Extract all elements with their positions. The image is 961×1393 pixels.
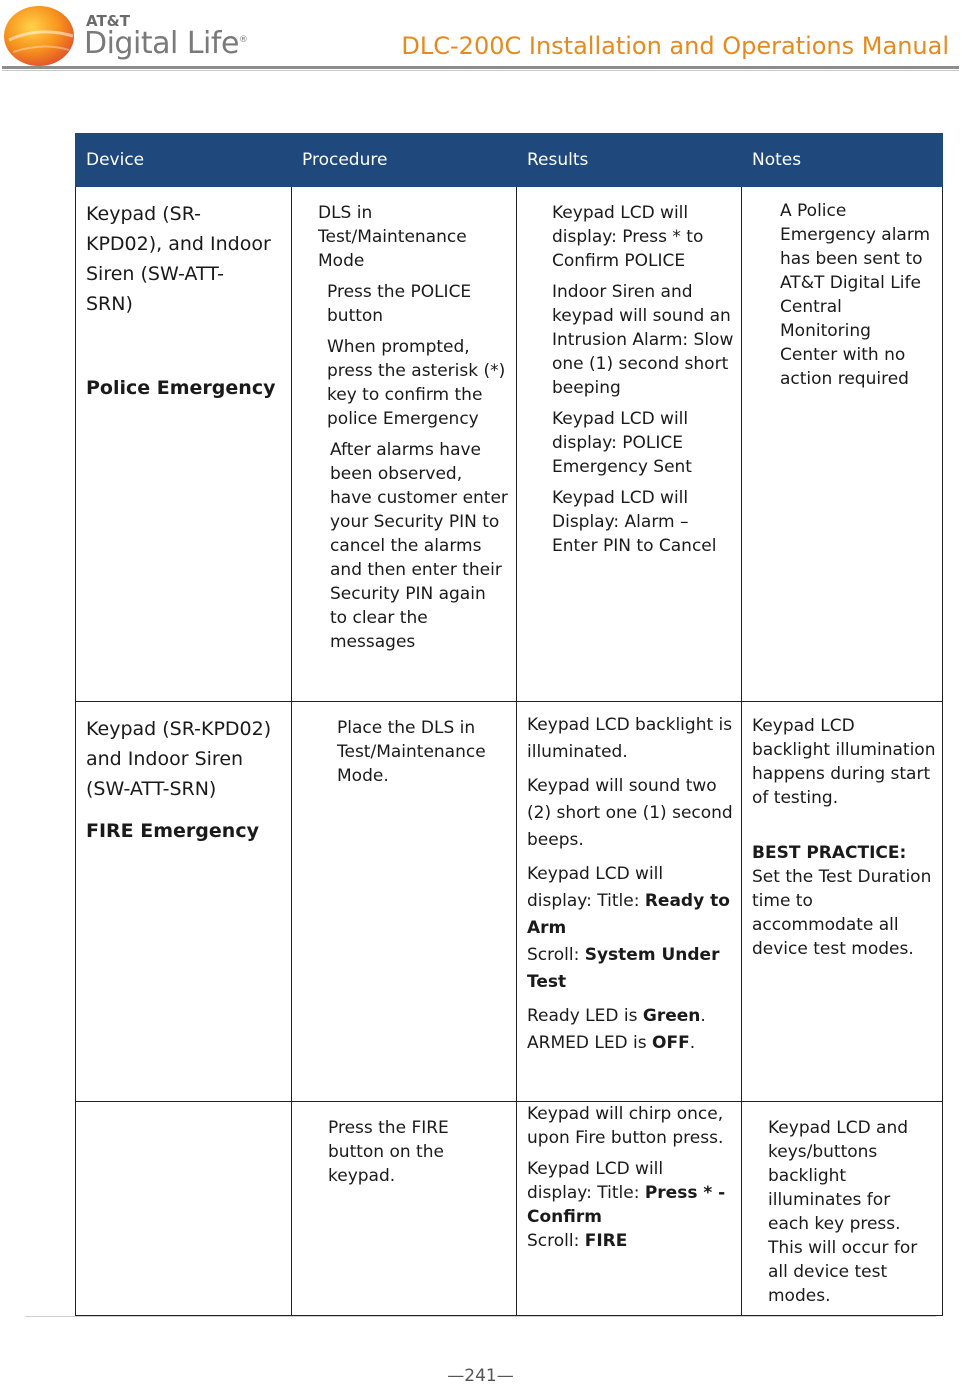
device-line: Keypad (SR-KPD02) [86, 718, 272, 740]
header-rule-thin [2, 70, 959, 71]
procedure-step: DLS in Test/Maintenance Mode [318, 203, 467, 271]
device-line: Keypad (SR- [86, 203, 202, 225]
result-item: Keypad will chirp once, upon Fire button press. [527, 1104, 724, 1148]
result-item: Indoor Siren and keypad will sound an Intrusion Alarm: Slow one (1) second short beeping [552, 282, 734, 398]
column-header-notes: Notes [742, 134, 943, 187]
document-title: DLC-200C Installation and Operations Manual [401, 32, 949, 60]
procedure-cell [292, 702, 517, 1102]
procedure-step: When prompted, press the asterisk (*) key to confirm the police Emergency [327, 337, 506, 429]
device-cell [76, 187, 292, 702]
result-item: Keypad LCD will display: POLICE Emergency Sent [552, 409, 692, 477]
att-globe-logo [3, 0, 75, 66]
brand-top: AT&T [86, 12, 130, 30]
column-header-procedure: Procedure [292, 134, 517, 187]
procedure-cell [292, 1102, 517, 1316]
device-cell [76, 1102, 292, 1316]
result-item: Keypad LCD will display: Title: Ready to Arm Scroll: System Under Test [527, 864, 730, 992]
note-text: Keypad LCD and keys/buttons backlight illuminates for each key press. This will occur for all device test modes. [768, 1118, 918, 1306]
device-cell [76, 702, 292, 1102]
footer-rule [25, 1316, 936, 1317]
note-text: BEST PRACTICE: Set the Test Duration time to accommodate all device test modes. [752, 843, 932, 959]
procedure-step: Press the FIRE button on the keypad. [328, 1118, 449, 1186]
note-text: A Police Emergency alarm has been sent to AT&T Digital Life Central Monitoring Center with no action required [780, 201, 931, 389]
header-rule [2, 66, 959, 69]
device-line: and Indoor Siren [86, 748, 244, 770]
device-line: (SW-ATT-SRN) [86, 778, 217, 800]
column-header-device: Device [76, 134, 292, 187]
result-item: Ready LED is Green. ARMED LED is OFF. [527, 1006, 706, 1053]
device-test-type: Police Emergency [86, 377, 276, 399]
note-text: Keypad LCD backlight illumination happens during start of testing. [752, 716, 936, 808]
procedure-step: Place the DLS in Test/Maintenance Mode. [337, 718, 486, 786]
results-cell [517, 702, 742, 1102]
notes-cell [742, 1102, 943, 1316]
device-line: KPD02), and Indoor [86, 233, 271, 255]
brand-main: Digital Life® [84, 26, 248, 61]
column-header-results: Results [517, 134, 742, 187]
page-number: —241— [447, 1366, 514, 1386]
table-row [76, 702, 943, 1102]
device-line: SRN) [86, 293, 133, 315]
table-row [76, 187, 943, 702]
table-header-row [76, 134, 943, 187]
result-item: Keypad LCD will display: Title: Press * - Confirm Scroll: FIRE [527, 1159, 726, 1251]
notes-cell [742, 187, 943, 702]
device-line: Siren (SW-ATT- [86, 263, 224, 285]
result-item: Keypad LCD backlight is illuminated. [527, 715, 733, 762]
notes-cell [742, 702, 943, 1102]
procedure-step: Press the POLICE button [327, 282, 472, 326]
procedure-cell [292, 187, 517, 702]
result-item: Keypad will sound two (2) short one (1) second beeps. [527, 776, 733, 850]
procedure-step: After alarms have been observed, have customer enter your Security PIN to cancel the alarms and then enter their Security PIN again to clear the messages [330, 440, 508, 652]
result-item: Keypad LCD will Display: Alarm – Enter PIN to Cancel [552, 488, 717, 556]
table-row [76, 1102, 943, 1316]
results-cell [517, 1102, 742, 1316]
test-procedure-table [75, 133, 943, 1316]
result-item: Keypad LCD will display: Press * to Confirm POLICE [552, 203, 704, 271]
device-test-type: FIRE Emergency [86, 820, 259, 842]
results-cell [517, 187, 742, 702]
